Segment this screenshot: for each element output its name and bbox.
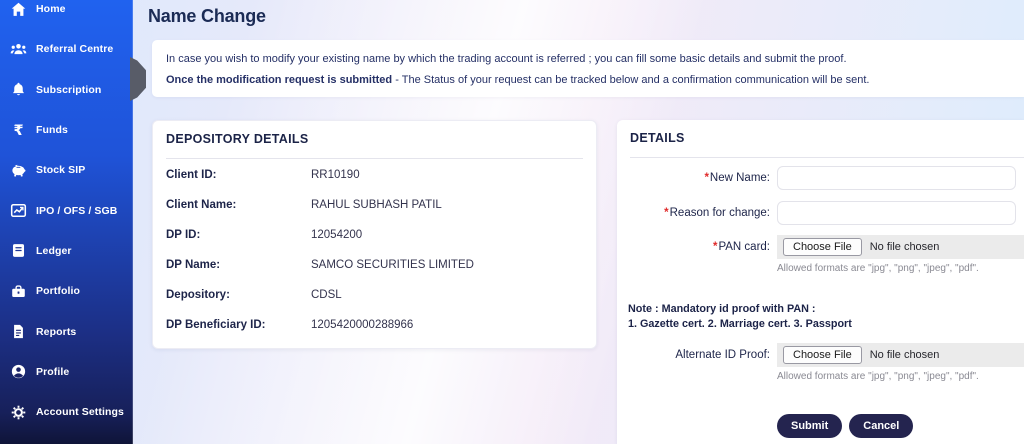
alternate-file-input [777, 343, 1024, 367]
mandatory-proof-note [628, 302, 852, 332]
field-value: SAMCO SECURITIES LIMITED [311, 259, 474, 271]
sidebar-item-label: Account Settings [36, 406, 124, 419]
piggy-bank-icon [10, 162, 27, 179]
depository-row [166, 310, 583, 340]
sidebar-item-label: Portfolio [36, 285, 81, 298]
pan-file-input [777, 235, 1024, 259]
field-value: RAHUL SUBHASH PATIL [311, 199, 442, 211]
field-label: Depository: [166, 289, 230, 301]
depository-row [166, 190, 583, 220]
sidebar-item-label: Reports [36, 325, 77, 338]
rupee-icon [10, 122, 27, 139]
ledger-icon [10, 242, 27, 259]
notice-box [152, 40, 1024, 97]
report-icon [10, 323, 27, 340]
note-line2: 1. Gazette cert. 2. Marriage cert. 3. Passport [628, 318, 852, 330]
details-panel [617, 120, 1024, 444]
alternate-choose-file-button[interactable]: Choose File [783, 346, 862, 364]
new-name-label: *New Name: [704, 172, 770, 184]
sidebar-item-label: Profile [36, 365, 70, 378]
alternate-file-status: No file chosen [869, 349, 940, 361]
alternate-id-proof-label: Alternate ID Proof: [675, 349, 770, 361]
form-actions [777, 414, 913, 438]
profile-icon [10, 363, 27, 380]
submit-button[interactable]: Submit [777, 414, 842, 438]
sidebar-item-label: Ledger [36, 244, 72, 257]
home-icon [10, 1, 27, 18]
depository-rows [166, 160, 583, 340]
alternate-allowed-formats: Allowed formats are "jpg", "png", "jpeg", "pdf". [777, 371, 979, 382]
reason-for-change-input[interactable] [777, 201, 1016, 225]
field-value: RR10190 [311, 169, 360, 181]
new-name-input[interactable] [777, 166, 1016, 190]
briefcase-icon [10, 283, 27, 300]
sidebar-item-ipo-ofs-sgb[interactable] [0, 190, 132, 230]
sidebar-item-label: Funds [36, 124, 68, 137]
main-content [133, 0, 1024, 444]
pan-choose-file-button[interactable]: Choose File [783, 238, 862, 256]
field-value: 12054200 [311, 229, 363, 241]
field-label: Client ID: [166, 169, 217, 181]
sidebar-item-ledger[interactable] [0, 231, 132, 271]
sidebar-item-label: Home [36, 3, 66, 16]
field-value: CDSL [311, 289, 342, 301]
sidebar-item-account-settings[interactable] [0, 392, 132, 432]
sidebar [0, 0, 133, 444]
required-asterisk: * [712, 241, 718, 253]
depository-row [166, 280, 583, 310]
page-title: Name Change [148, 6, 266, 26]
svg-text:₹: ₹ [13, 122, 24, 139]
divider [166, 158, 583, 159]
depository-row [166, 220, 583, 250]
sidebar-item-label: Referral Centre [36, 43, 114, 56]
required-asterisk: * [664, 207, 669, 219]
sidebar-item-profile[interactable] [0, 352, 132, 392]
details-panel-title: DETAILS [630, 131, 685, 145]
sidebar-item-funds[interactable] [0, 110, 132, 150]
sidebar-item-reports[interactable] [0, 311, 132, 351]
depository-panel-title: DEPOSITORY DETAILS [166, 132, 309, 146]
field-label: Client Name: [166, 199, 237, 211]
field-label: DP Name: [166, 259, 221, 271]
referral-icon [10, 41, 27, 58]
sidebar-item-stock-sip[interactable] [0, 150, 132, 190]
depository-row [166, 250, 583, 280]
pan-file-status: No file chosen [869, 241, 940, 253]
pan-card-label: *PAN card: [712, 241, 770, 253]
cancel-button[interactable]: Cancel [849, 414, 913, 438]
notice-line2-bold: Once the modification request is submitted [166, 74, 393, 86]
pan-allowed-formats: Allowed formats are "jpg", "png", "jpeg", "pdf". [777, 263, 979, 274]
divider [630, 157, 1024, 158]
depository-details-panel [152, 120, 597, 349]
bell-icon [10, 81, 27, 98]
chart-icon [10, 202, 27, 219]
field-value: 1205420000288966 [311, 319, 414, 331]
gear-icon [10, 404, 27, 421]
required-asterisk: * [704, 172, 709, 184]
depository-row [166, 160, 583, 190]
sidebar-item-label: Stock SIP [36, 164, 86, 177]
note-line1: Note : Mandatory id proof with PAN : [628, 303, 816, 315]
notice-line2 [166, 70, 1010, 91]
field-label: DP Beneficiary ID: [166, 319, 266, 331]
sidebar-item-label: Subscription [36, 83, 102, 96]
field-label: DP ID: [166, 229, 201, 241]
sidebar-item-home[interactable] [0, 0, 132, 29]
sidebar-item-subscription[interactable] [0, 70, 132, 110]
sidebar-item-referral-centre[interactable] [0, 29, 132, 69]
notice-line2-rest: - The Status of your request can be tracked below and a confirmation communication will be sent. [392, 74, 870, 86]
sidebar-nav [0, 0, 132, 432]
notice-line1: In case you wish to modify your existing name by which the trading account is referred ; you can fill some basic details and submit the proof. [166, 53, 847, 65]
reason-for-change-label: *Reason for change: [664, 207, 770, 219]
sidebar-item-label: IPO / OFS / SGB [36, 204, 118, 217]
sidebar-item-portfolio[interactable] [0, 271, 132, 311]
